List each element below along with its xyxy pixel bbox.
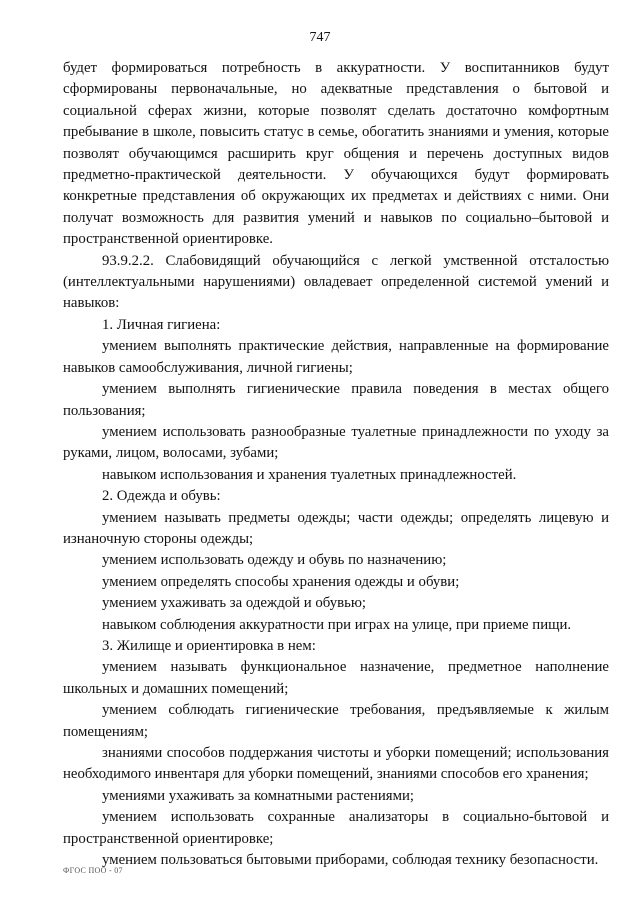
section-heading-hygiene: 1. Личная гигиена:	[102, 316, 221, 333]
page-footer: ФГОС ПОО - 07	[63, 866, 123, 875]
list-item: умением пользоваться бытовыми приборами, соблюдая технику безопасности.	[102, 852, 599, 869]
list-item: умением выполнять практические действия, направленные на формирование навыков самообслуживания, личной гигиены;	[63, 338, 609, 376]
list-item: умением использовать сохранные анализаторы в социально-бытовой и пространственной ориентировке;	[63, 809, 609, 847]
list-item: умением использовать одежду и обувь по назначению;	[102, 552, 447, 569]
list-item: навыком соблюдения аккуратности при играх на улице, при приеме пищи.	[102, 616, 572, 633]
list-item: умением выполнять гигиенические правила поведения в местах общего пользования;	[63, 381, 609, 419]
section-heading-clothing: 2. Одежда и обувь:	[102, 488, 221, 505]
section-intro: 93.9.2.2. Слабовидящий обучающийся с легкой умственной отсталостью (интеллектуальными нарушениями) овладевает определенной системой умений и навыков:	[63, 252, 609, 312]
list-item: навыком использования и хранения туалетных принадлежностей.	[102, 466, 517, 483]
list-item: умением называть предметы одежды; части одежды; определять лицевую и изнаночную стороны одежды;	[63, 509, 609, 547]
section-heading-housing: 3. Жилище и ориентировка в нем:	[102, 637, 316, 654]
paragraph: будет формироваться потребность в аккуратности. У воспитанников будут сформированы первоначальные, но адекватные представления о бытовой и социальной сферах жизни, которые позволят сделать достаточно комфортным пребывание в школе, повысить статус в семье, обогатить знаниями и умения, которые позволят обучающимся расширить круг общения и перечень доступных видов предметно-практической деятельности. У обучающихся будут формировать конкретные представления об окружающих их предметах и действиях с ними. Они получат возможность для развития умений и навыков по социально–бытовой и пространственной ориентировке.	[63, 60, 609, 248]
list-item: умением использовать разнообразные туалетные принадлежности по уходу за руками, лицом, волосами, зубами;	[63, 423, 609, 462]
list-item: умением соблюдать гигиенические требования, предъявляемые к жилым помещениям;	[63, 702, 609, 740]
list-item: знаниями способов поддержания чистоты и уборки помещений; использования необходимого инвентаря для уборки помещений, знаниями способов его хранения;	[63, 745, 609, 783]
list-item: умениями ухаживать за комнатными растениями;	[102, 787, 415, 804]
document-body	[63, 58, 609, 871]
list-item: умением определять способы хранения одежды и обуви;	[102, 573, 460, 590]
list-item: умением называть функциональное назначение, предметное наполнение школьных и домашних помещений;	[63, 659, 609, 697]
list-item: умением ухаживать за одеждой и обувью;	[102, 595, 367, 612]
page-number: 747	[309, 30, 331, 45]
